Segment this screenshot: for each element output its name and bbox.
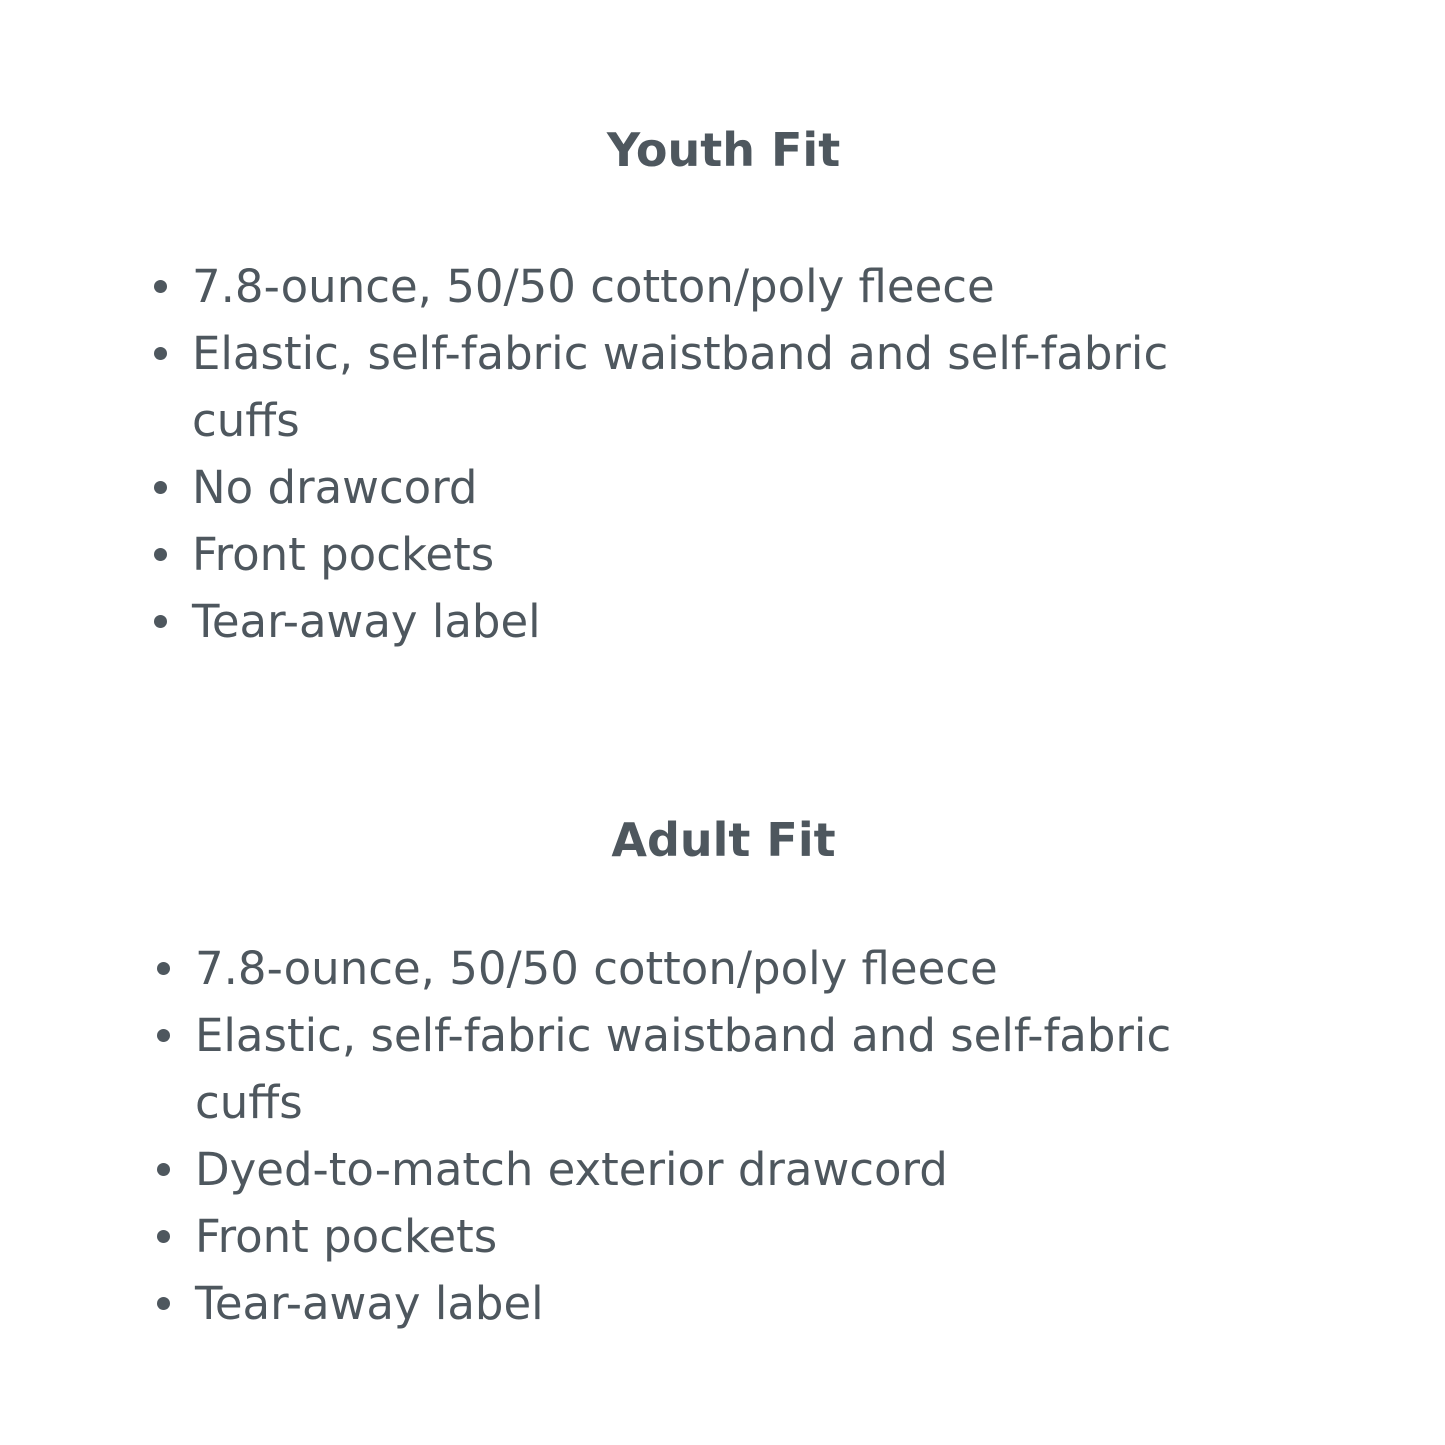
list-item xyxy=(150,253,1260,320)
list-item-text: No drawcord xyxy=(192,461,478,514)
bullet-icon xyxy=(154,481,167,494)
list-item xyxy=(150,588,1260,655)
list-item xyxy=(150,521,1260,588)
bullet-icon xyxy=(157,1230,170,1243)
adult-fit-section xyxy=(0,808,1445,1330)
bullet-icon xyxy=(157,1029,170,1042)
list-item-text: Front pockets xyxy=(192,528,495,581)
list-item xyxy=(153,1002,1263,1136)
list-item-text: Elastic, self-fabric waistband and self-fabric cuffs xyxy=(195,1009,1172,1129)
youth-fit-feature-list xyxy=(150,253,1260,655)
list-item xyxy=(153,1203,1263,1270)
list-item-text: 7.8-ounce, 50/50 cotton/poly fleece xyxy=(192,260,995,313)
bullet-icon xyxy=(157,962,170,975)
bullet-icon xyxy=(154,347,167,360)
list-item xyxy=(150,454,1260,521)
list-item-text: 7.8-ounce, 50/50 cotton/poly fleece xyxy=(195,942,998,995)
bullet-icon xyxy=(157,1163,170,1176)
list-item-text: Tear-away label xyxy=(195,1277,544,1330)
adult-fit-feature-list xyxy=(153,935,1263,1337)
list-item xyxy=(150,320,1260,454)
bullet-icon xyxy=(154,548,167,561)
list-item xyxy=(153,1136,1263,1203)
section-title-youth-fit: Youth Fit xyxy=(606,123,841,177)
bullet-icon xyxy=(157,1297,170,1310)
list-item xyxy=(153,935,1263,1002)
bullet-icon xyxy=(154,280,167,293)
list-item xyxy=(153,1270,1263,1337)
list-item-text: Tear-away label xyxy=(192,595,541,648)
section-title-adult-fit: Adult Fit xyxy=(611,813,836,867)
youth-fit-section xyxy=(0,118,1445,648)
list-item-text: Dyed-to-match exterior drawcord xyxy=(195,1143,948,1196)
list-item-text: Elastic, self-fabric waistband and self-fabric cuffs xyxy=(192,327,1169,447)
bullet-icon xyxy=(154,615,167,628)
list-item-text: Front pockets xyxy=(195,1210,498,1263)
